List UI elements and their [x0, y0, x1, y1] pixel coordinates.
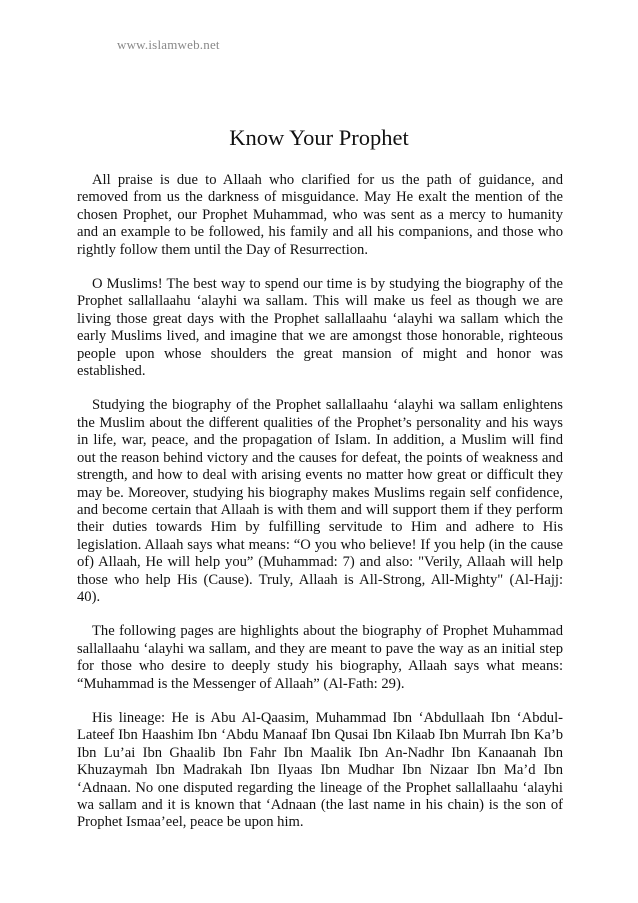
paragraph-highlights: The following pages are highlights about the biography of Prophet Muhammad sallallaahu ‘alayhi wa sallam, and they are meant to pave the way as an initial step for those who desire to deeply study his biography, Allaah says what means: “Muhammad is the Messenger of Allaah” (Al-Fath: 29). — [77, 623, 563, 692]
paragraph-intro: All praise is due to Allaah who clarified for us the path of guidance, and removed from us the darkness of misguidance. May He exalt the mention of the chosen Prophet, our Prophet Muhammad, who was sent as a mercy to humanity and an example to be followed, his family and all his companions, and those who rightly follow them until the Day of Resurrection. — [77, 172, 563, 258]
paragraph-studying-biography: Studying the biography of the Prophet sallallaahu ‘alayhi wa sallam enlightens the Muslim about the different qualities of the Prophet’s personality and his ways in life, war, peace, and the propagation of Islam. In addition, a Muslim will find out the reason behind victory and the causes for defeat, the points of weakness and strength, and how to deal with arising events no matter how great or difficult they may be. Moreover, studying his biography makes Muslims regain self confidence, and become certain that Allaah is with them and will support them if they perform their duties towards Him by fulfilling servitude to Him and adhere to His legislation. Allaah says what means: “O you who believe! If you help (in the cause of) Allaah, He will help you” (Muhammad: 7) and also: "Verily, Allaah will help those who help His (Cause). Truly, Allaah is All-Strong, All-Mighty" (Al-Hajj: 40). — [77, 397, 563, 605]
page-title: Know Your Prophet — [229, 125, 409, 150]
header-url: www.islamweb.net — [117, 37, 220, 52]
paragraph-lineage: His lineage: He is Abu Al-Qaasim, Muhammad Ibn ‘Abdullaah Ibn ‘Abdul-Lateef Ibn Haashim Ibn ‘Abdu Manaaf Ibn Qusai Ibn Kilaab Ibn Murrah Ibn Ka’b Ibn Lu’ai Ibn Ghaalib Ibn Fahr Ibn Maalik Ibn An-Nadhr Ibn Kanaanah Ibn Khuzaymah Ibn Madrakah Ibn Ilyaas Ibn Mudhar Ibn Nizaar Ibn Ma’d Ibn ‘Adnaan. No one disputed regarding the lineage of the Prophet sallallaahu ‘alayhi wa sallam and it is known that ‘Adnaan (the last name in his chain) is the son of Prophet Ismaa’eel, peace be upon him. — [77, 709, 563, 831]
document-body — [77, 172, 563, 849]
paragraph-best-way: O Muslims! The best way to spend our time is by studying the biography of the Prophet sallallaahu ‘alayhi wa sallam. This will make us feel as though we are living those great days with the Prophet sallallaahu ‘alayhi wa sallam which the early Muslims lived, and imagine that we are amongst those honorable, righteous people upon whose shoulders the great mansion of might and honor was established. — [77, 276, 563, 380]
